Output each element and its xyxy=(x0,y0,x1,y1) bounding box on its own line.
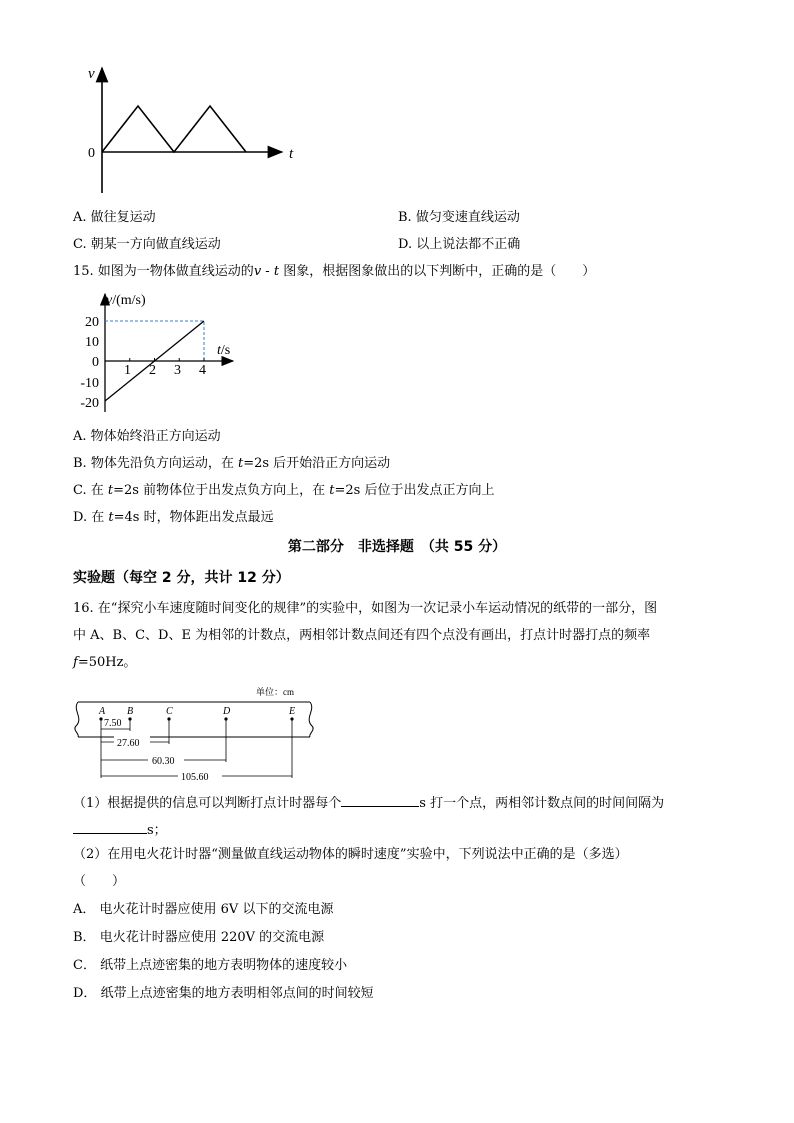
freq-var-f: f xyxy=(73,655,78,670)
point-label-d: D xyxy=(223,706,231,717)
stem-prefix: 15. 如图为一物体做直线运动的 xyxy=(73,264,254,279)
option-text-mid: =4s 时，物体距出发点最远 xyxy=(113,510,274,525)
y-tick-neg20: -20 xyxy=(80,396,99,411)
stem-var-t: t xyxy=(273,264,280,279)
unit-label: 单位：cm xyxy=(256,687,294,697)
option-text-pre: 物体先沿负方向运动，在 xyxy=(90,456,238,471)
sub1-text-mid: s 打一个点，两相邻计数点间的时间间隔为 xyxy=(419,796,665,811)
q16-sub1-line2 xyxy=(73,819,167,840)
y-axis-label: v xyxy=(88,66,95,82)
stem-suffix: 图象，根据图象做出的以下判断中，正确的是（ ） xyxy=(279,264,596,279)
option-text: 做匀变速直线运动 xyxy=(415,210,520,225)
freq-value: =50Hz。 xyxy=(77,655,137,670)
x-tick-4: 4 xyxy=(199,363,206,378)
option-text: 电火花计时器应使用 220V 的交流电源 xyxy=(99,930,325,945)
x-axis-var: t xyxy=(217,343,221,358)
distance-ab: 7.50 xyxy=(104,718,122,729)
option-text: 电火花计时器应使用 6V 以下的交流电源 xyxy=(99,902,334,917)
option-text: 做往复运动 xyxy=(90,210,156,225)
option-var-t2: t xyxy=(329,483,335,498)
paper-tape-figure xyxy=(70,682,330,782)
option-label: C． xyxy=(73,958,96,973)
q15-option-a xyxy=(73,428,221,446)
option-label: B. xyxy=(398,210,412,225)
answer-blank-2[interactable] xyxy=(73,819,147,834)
q15-option-b xyxy=(73,455,390,473)
y-tick-neg10: -10 xyxy=(80,376,99,391)
origin-label: 0 xyxy=(88,146,95,161)
q16-option-b xyxy=(73,929,324,947)
x-tick-3: 3 xyxy=(174,363,181,378)
point-label-e: E xyxy=(289,706,296,717)
y-tick-10: 10 xyxy=(85,335,99,350)
q16-sub2-line1: （2）在用电火花计时器“测量做直线运动物体的瞬时速度”实验中，下列说法中正确的是（多选） xyxy=(73,847,628,862)
q14-option-b xyxy=(398,209,520,227)
option-label: D. xyxy=(398,237,413,252)
option-text: 物体始终沿正方向运动 xyxy=(90,429,221,444)
tape-right-tear xyxy=(309,702,313,737)
x-axis-label: t xyxy=(289,146,294,162)
x-axis-label xyxy=(217,343,230,358)
answer-blank-1[interactable] xyxy=(341,792,419,807)
option-label: C. xyxy=(73,237,87,252)
triangle-wave-series xyxy=(102,106,246,152)
q16-stem-line2: 中 A、B、C、D、E 为相邻的计数点，两相邻计数点间还有四个点没有画出，打点计时器打点的频率 xyxy=(73,628,651,643)
distance-ad: 60.30 xyxy=(152,756,175,767)
option-label: D. xyxy=(73,510,88,525)
q16-stem-line3 xyxy=(73,654,136,672)
q15-option-c xyxy=(73,482,494,500)
dashed-guide-20 xyxy=(105,321,204,361)
option-text-pre: 在 xyxy=(90,483,108,498)
option-text: 纸带上点迹密集的地方表明物体的速度较小 xyxy=(100,958,348,973)
option-label: C. xyxy=(73,483,87,498)
point-label-a: A xyxy=(99,706,106,717)
x-tick-1: 1 xyxy=(124,363,131,378)
q14-option-c xyxy=(73,236,221,254)
option-var-t: t xyxy=(108,510,114,525)
option-text-mid: =2s 前物体位于出发点负方向上，在 xyxy=(113,483,330,498)
option-text-post: =2s 后位于出发点正方向上 xyxy=(334,483,495,498)
option-text-pre: 在 xyxy=(91,510,109,525)
q16-sub1-line1 xyxy=(73,792,664,813)
option-text: 以上说法都不正确 xyxy=(416,237,521,252)
option-label: A. xyxy=(73,210,87,225)
distance-ac: 27.60 xyxy=(117,738,140,749)
q16-stem-line1: 16. 在“探究小车速度随时间变化的规律”的实验中，如图为一次记录小车运动情况的纸带的一部分，图 xyxy=(73,601,658,616)
q16-sub2-line2: （ ） xyxy=(73,874,126,889)
option-label: B. xyxy=(73,456,87,471)
option-label: A. xyxy=(73,429,87,444)
point-label-c: C xyxy=(166,706,173,717)
tape-left-tear xyxy=(75,702,79,737)
section-title: 第二部分 非选择题 （共 55 分） xyxy=(287,539,507,555)
y-axis-unit: /(m/s) xyxy=(112,293,146,308)
y-axis-label xyxy=(106,293,146,308)
sub1-text-pre: （1）根据提供的信息可以判断打点计时器每个 xyxy=(73,796,342,811)
figure-14-vt-graph xyxy=(82,60,312,200)
option-text: 纸带上点迹密集的地方表明相邻点间的时间较短 xyxy=(100,986,374,1001)
q16-option-a xyxy=(73,901,333,919)
q14-option-d xyxy=(398,236,520,254)
figure-15-vt-graph xyxy=(70,288,250,418)
stem-dash: - xyxy=(261,264,274,279)
q15-option-d xyxy=(73,509,274,527)
y-tick-20: 20 xyxy=(85,315,99,330)
stem-var-v: v xyxy=(253,264,262,279)
x-tick-2: 2 xyxy=(149,363,156,378)
option-label: B． xyxy=(73,930,96,945)
x-axis-unit: /s xyxy=(220,343,231,358)
option-text: 朝某一方向做直线运动 xyxy=(90,237,221,252)
option-var-t: t xyxy=(107,483,114,498)
q16-option-c xyxy=(73,957,347,975)
q15-stem xyxy=(73,263,595,281)
subsection-title: 实验题（每空 2 分，共计 12 分） xyxy=(73,570,290,586)
sub1-text-post: s； xyxy=(147,823,167,838)
option-var-t: t xyxy=(237,456,244,471)
option-label: A． xyxy=(73,902,96,917)
point-label-b: B xyxy=(127,706,134,717)
q14-option-a xyxy=(73,209,156,227)
y-axis-var: v xyxy=(106,293,113,308)
y-tick-0: 0 xyxy=(92,355,99,370)
option-text-mid: =2s 后开始沿正方向运动 xyxy=(243,456,391,471)
distance-ae: 105.60 xyxy=(181,772,209,782)
option-label: D． xyxy=(73,986,97,1001)
q16-option-d xyxy=(73,985,374,1003)
